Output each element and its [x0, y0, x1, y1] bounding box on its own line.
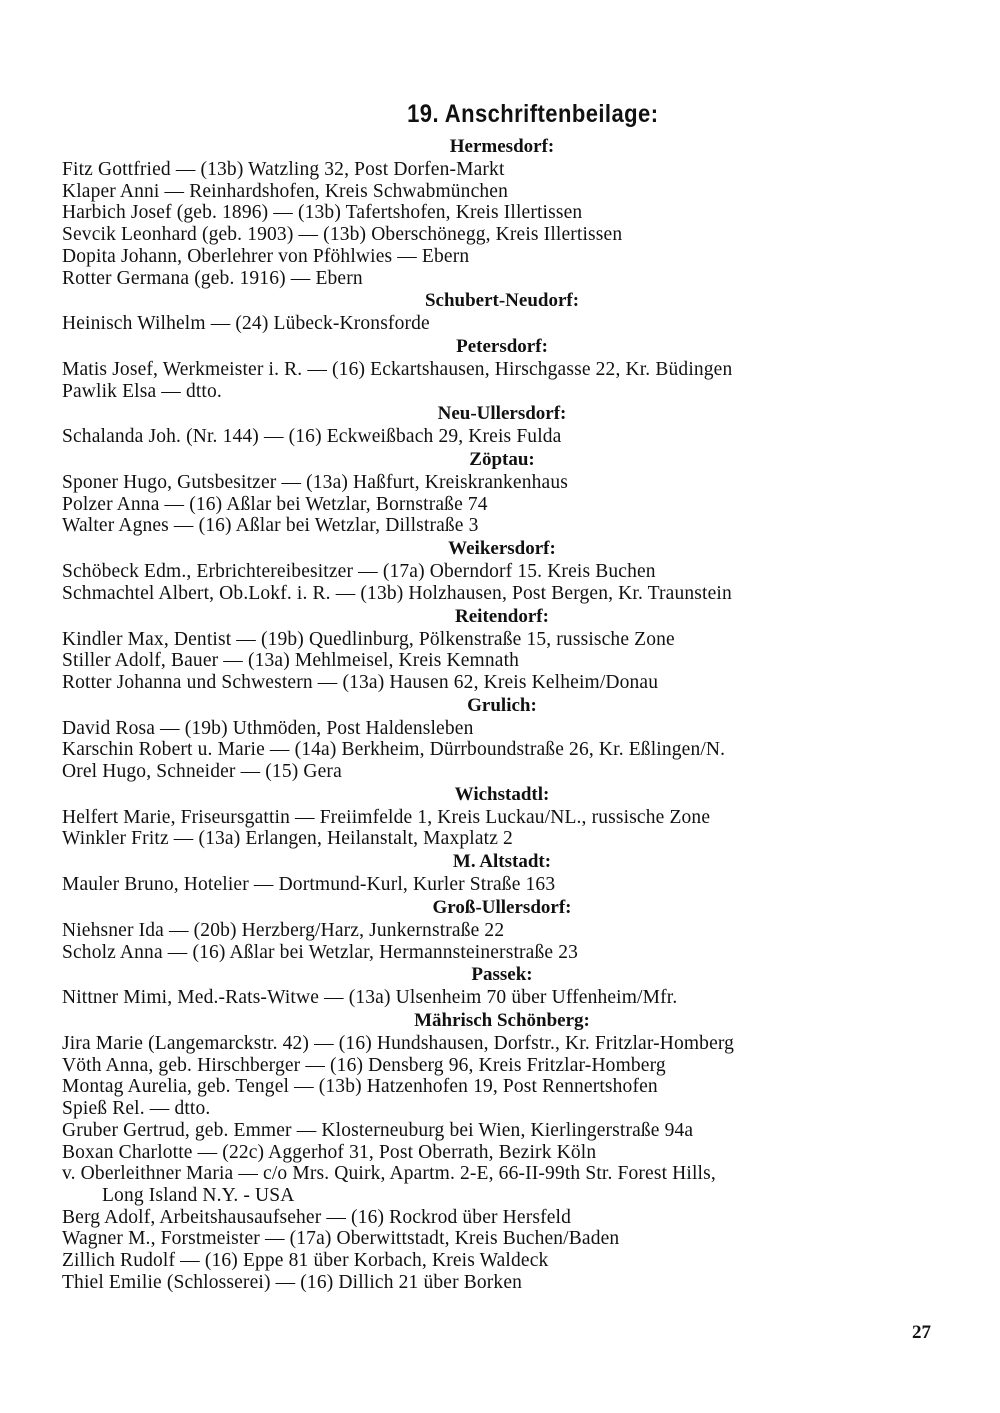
address-entry: Boxan Charlotte — (22c) Aggerhof 31, Post Oberrath, Bezirk Köln	[62, 1141, 597, 1163]
section-heading: Weikersdorf:	[448, 538, 556, 560]
address-list	[62, 135, 942, 1293]
section-heading: Wichstadtl:	[454, 783, 550, 805]
address-entry: Heinisch Wilhelm — (24) Lübeck-Kronsforde	[62, 313, 430, 335]
section-heading: Neu-Ullersdorf:	[437, 403, 567, 425]
address-entry: Long Island N.Y. - USA	[102, 1184, 295, 1206]
address-entry: Thiel Emilie (Schlosserei) — (16) Dillich 21 über Borken	[62, 1271, 523, 1293]
address-entry: Karschin Robert u. Marie — (14a) Berkheim, Dürrboundstraße 26, Kr. Eßlingen/N.	[62, 739, 726, 761]
address-entry: Rotter Johanna und Schwestern — (13a) Hausen 62, Kreis Kelheim/Donau	[62, 671, 659, 693]
address-entry: Vöth Anna, geb. Hirschberger — (16) Densberg 96, Kreis Fritzlar-Homberg	[62, 1054, 666, 1076]
address-entry: Scholz Anna — (16) Aßlar bei Wetzlar, Hermannsteinerstraße 23	[62, 941, 578, 963]
address-entry: Orel Hugo, Schneider — (15) Gera	[62, 761, 342, 783]
address-entry: Winkler Fritz — (13a) Erlangen, Heilanstalt, Maxplatz 2	[62, 828, 513, 850]
section-heading: Mährisch Schönberg:	[414, 1009, 590, 1031]
address-entry: Niehsner Ida — (20b) Herzberg/Harz, Junkernstraße 22	[62, 919, 505, 941]
section-heading: M. Altstadt:	[452, 851, 552, 873]
address-entry: David Rosa — (19b) Uthmöden, Post Haldensleben	[62, 717, 474, 739]
document-page	[62, 100, 942, 1293]
address-entry: Sponer Hugo, Gutsbesitzer — (13a) Haßfurt, Kreiskrankenhaus	[62, 472, 568, 494]
address-entry: Schöbeck Edm., Erbrichtereibesitzer — (17a) Oberndorf 15. Kreis Buchen	[62, 561, 656, 583]
address-entry: Schmachtel Albert, Ob.Lokf. i. R. — (13b) Holzhausen, Post Bergen, Kr. Traunstein	[62, 582, 732, 604]
page-number: 27	[912, 1322, 931, 1343]
address-entry: Mauler Bruno, Hotelier — Dortmund-Kurl, Kurler Straße 163	[62, 874, 556, 896]
address-entry: Jira Marie (Langemarckstr. 42) — (16) Hundshausen, Dorfstr., Kr. Fritzlar-Homberg	[62, 1032, 735, 1054]
address-entry: Fitz Gottfried — (13b) Watzling 32, Post Dorfen-Markt	[62, 159, 505, 180]
address-entry: Polzer Anna — (16) Aßlar bei Wetzlar, Bornstraße 74	[62, 493, 488, 515]
address-entry: v. Oberleithner Maria — c/o Mrs. Quirk, Apartm. 2-E, 66-II-99th Str. Forest Hills,	[62, 1163, 716, 1185]
address-entry: Dopita Johann, Oberlehrer von Pföhlwies — Ebern	[62, 245, 470, 267]
address-entry: Montag Aurelia, geb. Tengel — (13b) Hatzenhofen 19, Post Rennertshofen	[62, 1076, 658, 1098]
address-entry: Wagner M., Forstmeister — (17a) Oberwittstadt, Kreis Buchen/Baden	[62, 1228, 620, 1250]
address-entry: Kindler Max, Dentist — (19b) Quedlinburg, Pölkenstraße 15, russische Zone	[62, 628, 675, 650]
section-heading: Schubert-Neudorf:	[424, 290, 580, 312]
address-entry: Nittner Mimi, Med.-Rats-Witwe — (13a) Ulsenheim 70 über Uffenheim/Mfr.	[62, 987, 678, 1009]
section-heading: Grulich:	[467, 694, 537, 716]
section-heading: Passek:	[471, 964, 533, 986]
address-entry: Walter Agnes — (16) Aßlar bei Wetzlar, Dillstraße 3	[62, 515, 479, 537]
address-entry: Matis Josef, Werkmeister i. R. — (16) Eckartshausen, Hirschgasse 22, Kr. Büdingen	[62, 358, 733, 380]
address-entry: Stiller Adolf, Bauer — (13a) Mehlmeisel, Kreis Kemnath	[62, 650, 520, 672]
address-entry: Gruber Gertrud, geb. Emmer — Klosterneuburg bei Wien, Kierlingerstraße 94a	[62, 1119, 694, 1141]
section-heading: Groß-Ullersdorf:	[432, 896, 572, 918]
section-heading: Hermesdorf:	[449, 136, 555, 157]
section-heading: Reitendorf:	[455, 605, 549, 627]
page-title: 19. Anschriftenbeilage:	[407, 100, 659, 128]
address-entry: Berg Adolf, Arbeitshausaufseher — (16) Rockrod über Hersfeld	[62, 1206, 572, 1228]
address-entry: Rotter Germana (geb. 1916) — Ebern	[62, 267, 363, 289]
address-entry: Spieß Rel. — dtto.	[62, 1098, 211, 1120]
address-entry: Harbich Josef (geb. 1896) — (13b) Tafertshofen, Kreis Illertissen	[62, 202, 583, 224]
address-entry: Pawlik Elsa — dtto.	[62, 380, 222, 402]
address-entry: Sevcik Leonhard (geb. 1903) — (13b) Oberschönegg, Kreis Illertissen	[62, 224, 623, 246]
address-entry: Schalanda Joh. (Nr. 144) — (16) Eckweißbach 29, Kreis Fulda	[62, 426, 562, 448]
section-heading: Petersdorf:	[456, 335, 548, 357]
address-entry: Klaper Anni — Reinhardshofen, Kreis Schwabmünchen	[62, 180, 508, 202]
address-entry: Helfert Marie, Friseursgattin — Freiimfelde 1, Kreis Luckau/NL., russische Zone	[62, 806, 711, 828]
section-heading: Zöptau:	[469, 449, 535, 471]
address-entry: Zillich Rudolf — (16) Eppe 81 über Korbach, Kreis Waldeck	[62, 1250, 549, 1272]
